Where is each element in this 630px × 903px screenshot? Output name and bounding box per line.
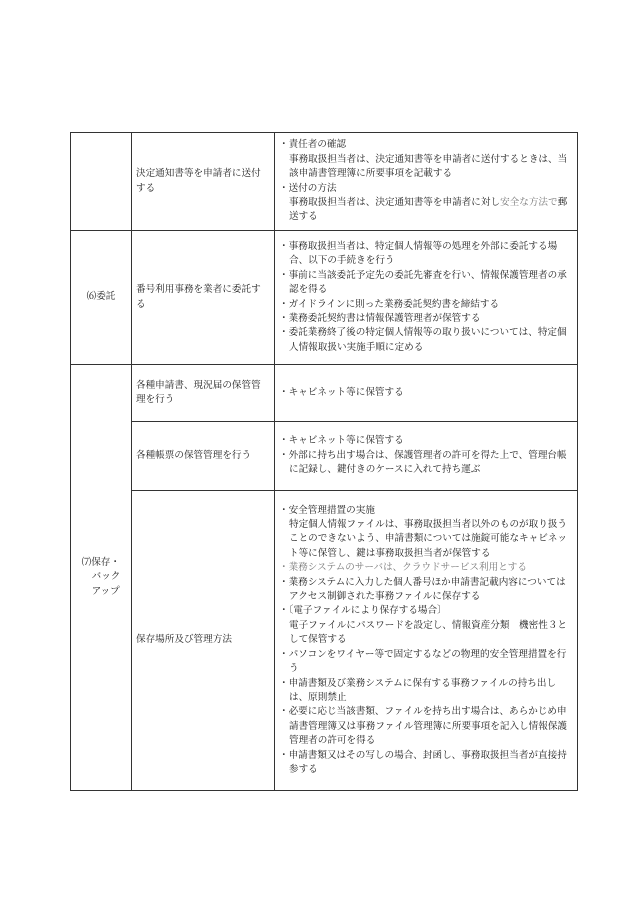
bullet-item: ・業務委託契約書は情報保護管理者が保管する [279,312,481,324]
detail-cell [275,365,578,422]
detail-text: 事務取扱担当者は、決定通知書等を申請者に送付するときは、当該申請書管理簿に所要事項を記載する [289,153,568,180]
bullet-item: ・事務取扱担当者は、特定個人情報等の処理を外部に委託する場合、以下の手続きを行う [279,240,558,267]
bullet-item: ・責任者の確認 [279,139,347,151]
procedure-table [70,132,578,791]
detail-text: 特定個人情報ファイルは、事務取扱担当者以外のものが取り扱うことのできないよう、申請書類については施錠可能なキャビネット等に保管し、鍵は事務取扱担当者が保管する [289,519,568,559]
bullet-item: ・ガイドラインに則った業務委託契約書を締結する [279,298,500,310]
bullet-item: ・申請書類又はその写しの場合、封函し、事務取扱担当者が直接持参する [279,749,567,775]
bullet-item: ・委託業務終了後の特定個人情報等の取り扱いについては、特定個人情報取扱い実施手順に定める [279,327,567,353]
bullet-item: ・必要に応じ当該書類、ファイルを持ち出す場合は、あらかじめ申請書管理簿又は事務ファイル管理簿に所要事項を記入し情報保護管理者の許可を得る [279,706,568,747]
table-row [71,231,578,365]
table-row [71,365,578,422]
bullet-item: ・パソコンをワイヤー等で固定するなどの物理的安全管理措置を行う [279,648,567,675]
table-row [71,422,578,491]
bullet-item: ・業務システムのサーバは、クラウドサービス利用とする [279,562,527,574]
bullet-item: ・〔電子ファイルにより保存する場合〕 [279,605,447,617]
bullet-item: ・事前に当該委託予定先の委託先審査を行い、情報保護管理者の承認を得る [279,269,567,296]
category-label: ⑺保存・ バック アップ [81,556,121,597]
bullet-item: ・業務システムに入力した個人番号ほか申請書記載内容についてはアクセス制御された事務ファイルに保存する [279,576,566,603]
detail-text: 事務取扱担当者は、決定通知書等を申請者に対し安全な方法で郵送する [289,196,568,223]
table-row [71,133,578,231]
detail-cell [275,133,578,231]
detail-cell [275,231,578,365]
bullet-item: ・外部に持ち出す場合は、保護管理者の許可を得た上で、管理台帳に記録し、鍵付きのケースに入れて持ち運ぶ [279,449,567,476]
category-cell [71,365,132,791]
detail-text: 電子ファイルにパスワードを設定し、情報資産分類 機密性３として保管する [289,619,568,646]
category-cell [71,133,132,231]
bullet-item: ・安全管理措置の実施 [279,504,375,516]
task-cell: 保存場所及び管理方法 [132,491,275,791]
bullet-item: ・キャビネット等に保管する [279,386,404,398]
category-cell [71,231,132,365]
task-cell: 番号利用事務を業者に委託する [132,231,275,365]
detail-cell [275,491,578,791]
task-cell: 決定通知書等を申請者に送付する [132,133,275,231]
category-label: ⑹委託 [86,291,116,303]
bullet-item: ・送付の方法 [279,182,337,194]
bullet-item: ・申請書類及び業務システムに保有する事務ファイルの持ち出しは、原則禁止 [279,677,557,703]
task-cell: 各種申請書、現況届の保管管理を行う [132,365,275,422]
bullet-item: ・キャビネット等に保管する [279,435,404,447]
detail-cell [275,422,578,491]
task-cell: 各種帳票の保管管理を行う [132,422,275,491]
table-row [71,491,578,791]
